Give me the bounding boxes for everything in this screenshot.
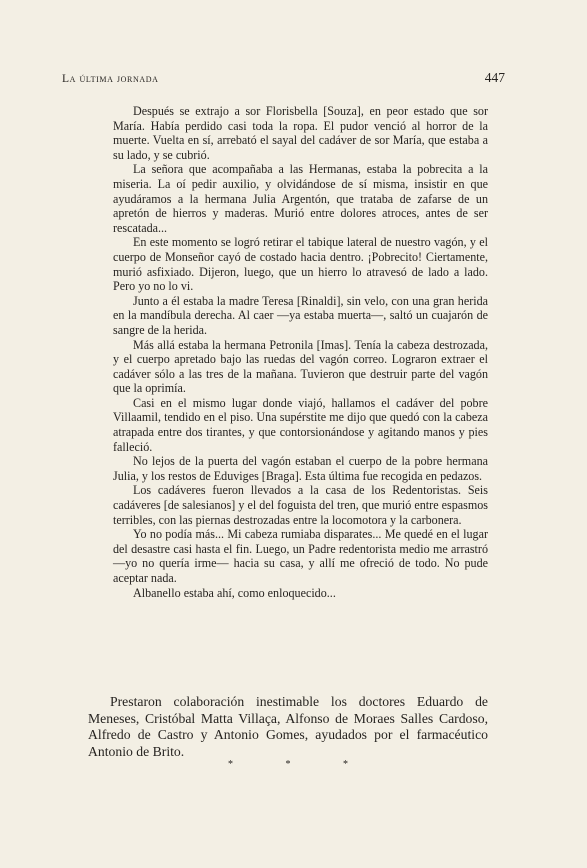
body-paragraph: Prestaron colaboración inestimable los doctores Eduardo de Meneses, Cristóbal Matta Villaça, Alfonso de Moraes Salles Cardoso, Alfredo de Castro y Antonio Gomes, ayudados por el farmacéutico Antonio de Brito. (88, 694, 488, 759)
page-header (62, 70, 505, 86)
quote-paragraph: Yo no podía más... Mi cabeza rumiaba disparates... Me quedé en el lugar del desastre casi hasta el fin. Luego, un Padre redentorista medio me arrastró —yo no quería irme— hacia su casa, y allí me ofreció de todo. No pude aceptar nada. (113, 527, 488, 585)
running-title: La última jornada (62, 73, 159, 85)
quoted-testimony (113, 104, 488, 600)
quote-paragraph: Los cadáveres fueron llevados a la casa de los Redentoristas. Seis cadáveres [de salesianos] y el del foguista del tren, que murió entre espasmos terribles, con las piernas destrozadas entre la locomotora y la carbonera. (113, 483, 488, 527)
asterisk: * (228, 759, 233, 770)
quote-paragraph: Casi en el mismo lugar donde viajó, hallamos el cadáver del pobre Villaamil, tendido en el piso. Una supérstite me dijo que quedó con la cabeza atrapada entre dos tirantes, y que contorsionándose y agitando manos y pies falleció. (113, 395, 488, 454)
quote-paragraph: Después se extrajo a sor Florisbella [Souza], en peor estado que sor María. Había perdido casi toda la ropa. El pudor venció al horror de la muerte. Vuelta en sí, arrebató el sayal del cadáver de sor María, que estaba a su lado, y se cubrió. (113, 104, 488, 162)
page-number: 447 (484, 70, 505, 85)
quote-paragraph: Junto a él estaba la madre Teresa [Rinaldi], sin velo, con una gran herida en la mandíbula derecha. Al caer —ya estaba muerta—, saltó un cuajarón de sangre de la herida. (113, 293, 488, 337)
body-text (88, 694, 488, 760)
quote-paragraph: En este momento se logró retirar el tabique lateral de nuestro vagón, y el cuerpo de Monseñor cayó de costado hacia dentro. ¡Pobrecito! Ciertamente, murió asfixiado. Dijeron, luego, que un hierro lo atravesó de lado a lado. Pero yo no lo vi. (113, 235, 488, 294)
asterisk: * (285, 759, 291, 770)
quote-paragraph: No lejos de la puerta del vagón estaban el cuerpo de la pobre hermana Julia, y los restos de Eduviges [Braga]. Esta última fue recogida en pedazos. (113, 454, 488, 483)
section-separator (228, 759, 348, 770)
quote-paragraph: La señora que acompañaba a las Hermanas, estaba la pobrecita a la miseria. La oí pedir auxilio, y olvidándose de sí misma, insistir en que ayudáramos a la hermana Julia Argentón, que trataba de zafarse de un apretón de hierros y maderas. Murió entre dolores atroces, antes de ser rescatada... (113, 162, 488, 235)
quote-paragraph: Albanello estaba ahí, como enloquecido... (133, 585, 336, 600)
asterisk: * (343, 759, 348, 770)
quote-paragraph: Más allá estaba la hermana Petronila [Imas]. Tenía la cabeza destrozada, y el cuerpo apretado bajo las ruedas del vagón correo. Lograron extraer el cadáver sólo a las tres de la mañana. Tuvieron que destruir parte del vagón que la oprimía. (113, 337, 488, 396)
